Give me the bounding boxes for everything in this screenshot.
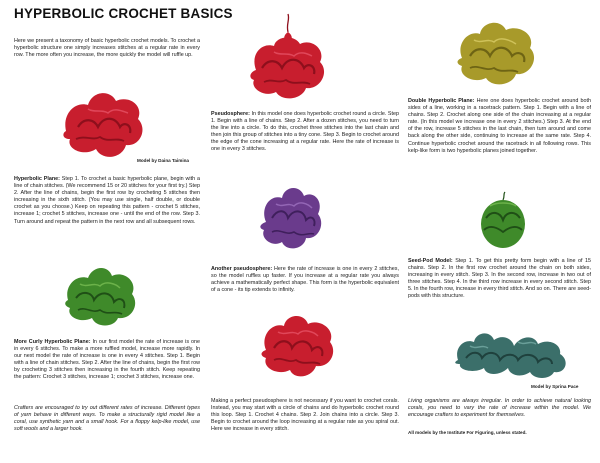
curly-plane-heading: More Curly Hyperbolic Plane: [14,339,91,345]
pseudosphere-model-image [246,12,330,104]
double-plane-heading: Double Hyperbolic Plane: [408,98,475,104]
seed-pod-heading: Seed-Pod Model: [408,258,453,264]
pseudosphere-text [211,111,399,154]
hyperbolic-plane-heading: Hyperbolic Plane: [14,176,60,182]
experiment-note: Crafters are encouraged to try out different rates of increase. Different types of yarn behave in different ways. To make a structurally rigid model like a coral, use synthetic yarn and a small hook. For a floppy kelp-like model, use soft wools and a larger hook. [14,405,200,433]
irregular-coral-model-image [454,324,574,380]
another-pseudosphere-text [211,266,399,294]
curly-plane-text [14,339,200,382]
seed-pod-text [408,258,591,301]
seed-pod-model-image [476,192,530,252]
another-pseudosphere-body: Here the rate of increase is one in every 2 stitches, so the model ruffles up faster. If you increase at a regular rate you always achieve a mathematically perfect shape. This form is the hyperbolic equivalent of a cone - its tip extends to infinity. [211,266,399,294]
hyperbolic-plane-model-image [58,83,148,163]
hyperbolic-plane-text [14,176,200,226]
pseudosphere-heading: Pseudosphere: [211,111,250,117]
spring-credit: Model by Sprina Pace [531,384,579,389]
another-pseudosphere-model-image [258,180,324,252]
perfect-pseudosphere-note: Making a perfect pseudosphere is not necessary if you want to crochet corals. Instead, you may start with a circle of chains and do hyperbolic crochet round this loop. Step 1. Crochet 4 chains. Step 2. Join chains into a circle. Step 3. Begin to crochet around the loop increasing at a regular rate as you spiral out. Here we increase in every stitch. [211,398,399,433]
irregular-note: Living organisms are always irregular. In order to achieve natural looking corals, you need to vary the rate of increase within the model. We encourage crafters to experiment for themselves. [408,398,591,419]
double-plane-body: Here one does hyperbolic crochet around both sides of a line, working in a racetrack pattern. Step 1. Begin with a line of chains. Step 2. Crochet along one side of the chain increasing at a regular rate. (In this model we increase one in every 2 stitches.) Step 3. At the end of the row, increase 5 stitches in the last chain, then turn around and come back along the other side, continuing to increase at the same rate. Step 4. Continue hyperbolic crochet around the racetrack in all following rows. This kelp-like form is two hyperbolic planes joined together. [408,98,591,154]
another-pseudosphere-heading: Another pseudosphere: [211,266,273,272]
pseudosphere-body: In this model one does hyperbolic crochet round a circle. Step 1. Begin with a line of chains. Step 2. After a dozen stitches, you need to turn the line into a circle. To do this, crochet three stitches into the last chain and then join this group of stitches into a tiny cone. Step 3. Begin to crochet around the edge of the cone increasing at a regular rate. Here the rate of increase is one in every 3 stitches. [211,111,399,153]
iff-credit: All models by the Institute For Figuring, unless stated. [408,430,527,435]
double-plane-model-image [456,14,540,88]
page-title: HYPERBOLIC CROCHET BASICS [14,6,233,21]
curly-plane-model-image [62,262,138,328]
coral-model-image [258,310,338,382]
double-plane-text [408,98,591,155]
curly-plane-body: In our first model the rate of increase is one in every 6 stitches. To make a more ruffled model, increase more rapidly. In our next model the rate of increase is one in every 4 stitches. Step 1. Begin with a line of chain stitches. Step 2. After the line of chains, begin the first row by crocheting 3 stitches then increasing in the fourth stitch. Keep repeating the pattern: Crochet 3 stitches, increase 1; crochet 3 stitches, increase one. [14,339,201,381]
daina-credit: Model by Daina Taimina [137,158,189,163]
seed-pod-body: Step 1. To get this pretty form begin with a line of 15 chains. Step 2. In the first row crochet around the chain on both sides, increasing in every stitch. Step 3. In the second row, increase in two out of three stitches. Step 4. In the third row increase in every second stitch. Step 5. In the fourth row, increase in every third stitch. And so on. There are seed-pods with this structure. [408,258,591,300]
hyperbolic-plane-body: Step 1. To crochet a basic hyperbolic plane, begin with a line of chain stitches. (We recommend 15 or 20 stitches for your first try.) Step 2. After the line of chains, begin the first row by crocheting 5 stitches then increasing in the sixth stitch. (You may use single, half double, or double crochet as you choose.) Keep on repeating this pattern - crochet 5 stitches, increase 1; crochet 5 stitches, increase one - until the end of the row. Step 3. Turn around and repeat the pattern in the next row and all subsequent rows. [14,176,200,225]
intro-paragraph: Here we present a taxonomy of basic hyperbolic crochet models. To crochet a hyperbolic structure one simply increases stitches at a regular rate in every row. The more often you increase, the more quickly the model will ruffle up. [14,38,200,59]
